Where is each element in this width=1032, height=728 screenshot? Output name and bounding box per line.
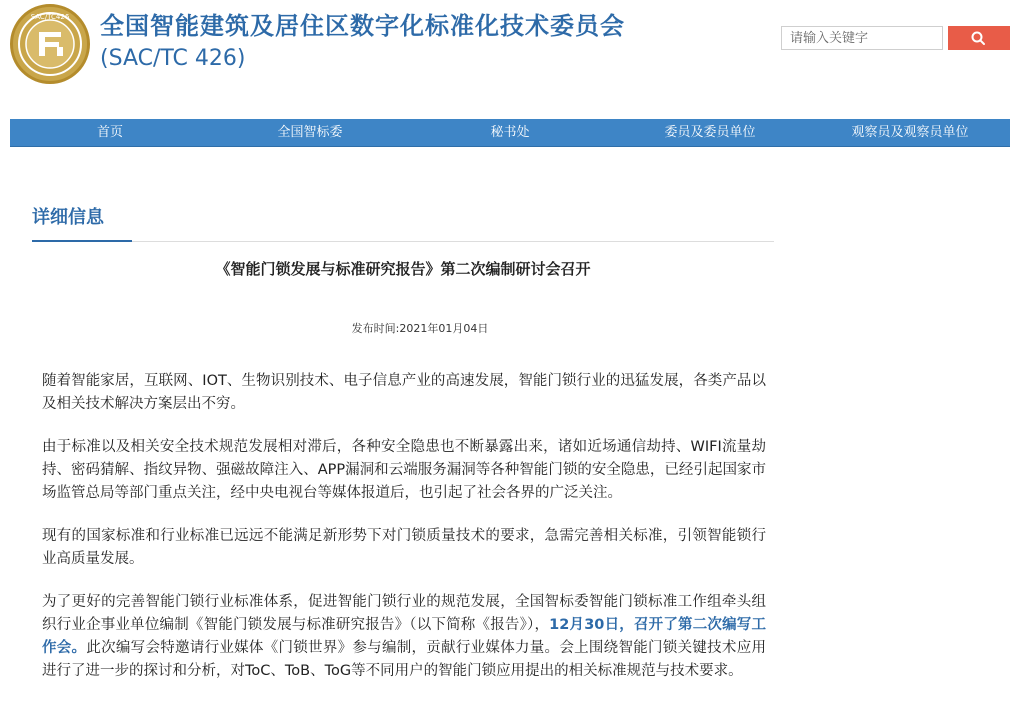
article-title: 《智能门锁发展与标准研究报告》第二次编制研讨会召开	[215, 260, 591, 278]
nav-item-committee[interactable]: 全国智标委	[277, 125, 343, 140]
sac-tc426-logo[interactable]	[10, 4, 90, 84]
site-title-cn: 全国智能建筑及居住区数字化标准化技术委员会	[100, 12, 625, 40]
search-icon	[948, 26, 1010, 50]
logo-emblem-icon	[13, 7, 87, 81]
publish-label: 发布时间:	[351, 322, 400, 335]
highlighted-date-text: 12月30日，召开了第二次编写工作会。	[42, 617, 767, 656]
main-nav	[10, 119, 1010, 147]
article-paragraph: 由于标准以及相关安全技术规范发展相对滞后，各种安全隐患也不断暴露出来，诸如近场通信劫持、WIFI流量劫持、密码猜解、指纹异物、强磁故障注入、APP漏洞和云端服务漏洞等各种智能门锁的安全隐患，已经引起国家市场监管总局等部门重点关注，经中央电视台等媒体报道后，也引起了社会各界的广泛关注。	[42, 439, 766, 501]
svg-text:SAC/TC426: SAC/TC426	[30, 13, 70, 21]
nav-item-members[interactable]: 委员及委员单位	[664, 125, 756, 140]
search-input[interactable]	[781, 26, 943, 50]
nav-item-observers[interactable]: 观察员及观察员单位	[851, 125, 969, 140]
article-paragraph: 随着智能家居，互联网、IOT、生物识别技术、电子信息产业的高速发展，智能门锁行业的迅猛发展，各类产品以及相关技术解决方案层出不穷。	[42, 373, 766, 412]
article-paragraph	[42, 591, 766, 683]
site-header	[0, 0, 1032, 118]
site-title-en: (SAC/TC 426)	[100, 46, 246, 71]
paragraph-text: 为了更好的完善智能门锁行业标准体系，促进智能门锁行业的规范发展，全国智标委智能门锁标准工作组牵头组织行业企事业单位编制《智能门锁发展与标准研究报告》（以下简称《报告》），	[42, 594, 766, 633]
publish-date: 2021年01月04日	[399, 322, 489, 335]
search-button[interactable]	[948, 26, 1010, 50]
article-body	[42, 370, 766, 703]
section-divider	[32, 241, 774, 242]
article-paragraph: 现有的国家标准和行业标准已远远不能满足新形势下对门锁质量技术的要求，急需完善相关标准，引领智能锁行业高质量发展。	[42, 528, 766, 567]
paragraph-text: 此次编写会特邀请行业媒体《门锁世界》参与编制，贡献行业媒体力量。会上围绕智能门锁关键技术应用进行了进一步的探讨和分析，对ToC、ToB、ToG等不同用户的智能门锁应用提出的相关标准规范与技术要求。	[42, 640, 766, 679]
section-title-underline	[32, 240, 132, 242]
publish-time	[32, 320, 808, 336]
section-title: 详细信息	[32, 207, 104, 228]
nav-item-secretariat[interactable]: 秘书处	[490, 125, 530, 140]
nav-item-home[interactable]: 首页	[96, 125, 123, 140]
